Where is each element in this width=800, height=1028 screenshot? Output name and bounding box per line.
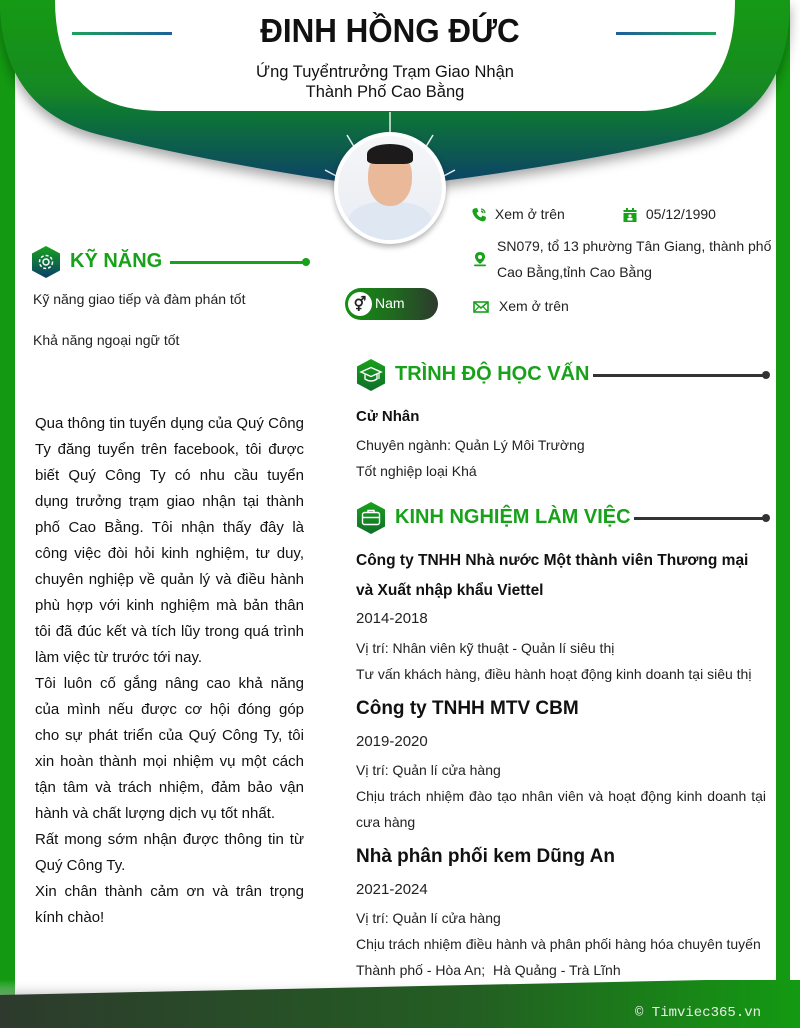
skills-heading: KỸ NĂNG [70,250,163,272]
experience-heading: KINH NGHIỆM LÀM VIỆC [395,506,631,528]
education-major: Chuyên ngành: Quản Lý Môi Trường [356,437,585,453]
briefcase-icon [355,501,387,535]
job-period: 2019-2020 [356,733,428,750]
avatar [334,132,446,244]
contact-address [497,233,771,285]
job-period: 2021-2024 [356,881,428,898]
skills-heading-dot [302,258,310,266]
contact-phone [471,201,565,227]
education-heading-dot [762,371,770,379]
gear-icon [30,245,62,279]
education-section-header [355,358,770,392]
skills-heading-line [170,261,305,264]
phone-value: Xem ở trên [494,206,565,222]
education-degree: Cử Nhân [356,408,420,425]
job-title-line1: Ứng Tuyểntrưởng Trạm Giao Nhận [256,63,514,81]
education-heading: TRÌNH ĐỘ HỌC VẤN [395,363,590,385]
footer-copyright: © Timviec365.vn [635,1005,762,1021]
experience-heading-line [634,517,765,520]
gender-badge [345,288,438,320]
experience-section-header [355,501,770,535]
skill-item: Kỹ năng giao tiếp và đàm phán tốt [33,291,246,307]
envelope-icon [473,299,489,315]
job-company: Nhà phân phối kem Dũng An [356,846,615,867]
cover-letter-paragraph: Xin chân thành cảm ơn và trân trọng kính chào! [35,883,304,926]
job-company: Công ty TNHH MTV CBM [356,698,579,719]
job-position: Vị trí: Quản lí cửa hàng [356,910,501,926]
address-line1: SN079, tổ 13 phường Tân Giang, thành phố [497,238,772,254]
job-description: Tư vấn khách hàng, điều hành hoạt động kinh doanh tại siêu thị [356,666,752,682]
calendar-icon [622,207,638,223]
address-line2: Cao Bằng,tỉnh Cao Bằng [497,264,652,280]
education-heading-line [593,374,765,377]
map-pin-icon [472,251,488,267]
cover-letter-paragraph: Tôi luôn cố gắng nâng cao khả năng của mình nếu được cơ hội đóng góp cho sự phát triển của Quý Công Ty, tôi xin hoàn thành mọi nhiệm vụ một cách tận tâm và trách nhiệm, đảm bảo vận hành và chất lượng dịch vụ tốt nhất. [35,675,304,822]
skill-item: Khả năng ngoại ngữ tốt [33,332,180,348]
cover-letter-paragraph: Rất mong sớm nhận được thông tin từ Quý Công Ty. [35,831,304,874]
job-position: Vị trí: Quản lí cửa hàng [356,762,501,778]
cover-letter [35,411,304,931]
job-position: Vị trí: Nhân viên kỹ thuật - Quản lí siêu thị [356,640,615,656]
job-title-line2: Thành Phố Cao Bằng [305,83,465,101]
graduation-cap-icon [355,358,387,392]
contact-email [473,293,569,319]
avatar-photo [338,136,442,240]
job-description: Chịu trách nhiệm đào tạo nhân viên và hoạt động kinh doanh tại cưa hàng [356,788,766,830]
job-title [0,62,770,102]
birthday-value: 05/12/1990 [645,206,716,222]
job-description: Chịu trách nhiệm điều hành và phân phối hàng hóa chuyên tuyến Thành phố - Hòa An; Hà Quảng - Trà Lĩnh [356,936,765,978]
phone-icon [471,207,487,223]
candidate-name: ĐINH HỒNG ĐỨC [260,12,520,49]
contact-birthday [622,201,716,227]
skills-section-header [30,245,315,279]
cover-letter-paragraph: Qua thông tin tuyển dụng của Quý Công Ty đăng tuyển trên facebook, tôi được biết Quý Công Ty có nhu cầu tuyển dụng trưởng trạm giao nhận tại thành phố Cao Bằng. Tôi nhận thấy đây là công việc đòi hỏi kinh nghiệm, tư duy, chuyên nghiệp về quản lý và điều hành phù hợp với kinh nghiệm mà bản thân tôi đã đúc kết và tích lũy trong quá trình làm việc từ trước tới nay. [35,415,304,666]
job-period: 2014-2018 [356,610,428,627]
gender-icon: ⚥ [348,292,372,316]
gender-value: Nam [375,295,405,311]
education-grade: Tốt nghiệp loại Khá [356,463,477,479]
experience-heading-dot [762,514,770,522]
email-value: Xem ở trên [498,298,569,314]
job-company: Công ty TNHH Nhà nước Một thành viên Thương mại và Xuất nhập khẩu Viettel [356,552,749,599]
